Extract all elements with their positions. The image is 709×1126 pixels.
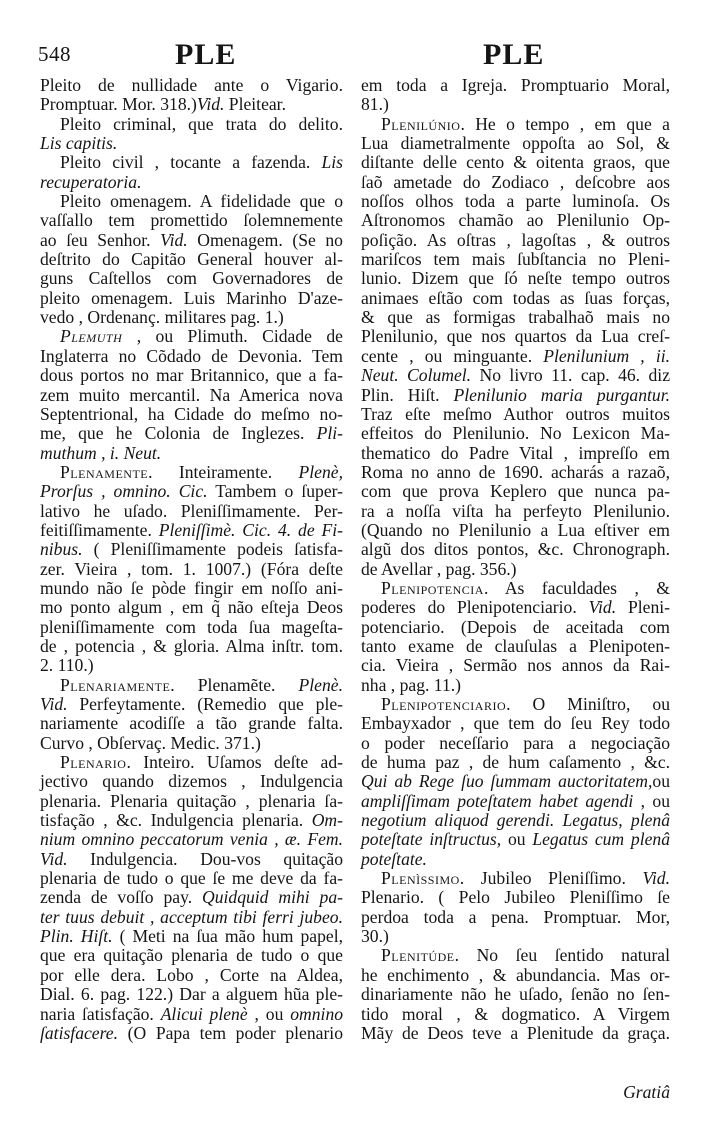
text-segment: de , potencia , & gloria. Alma inſtr. tom.: [40, 635, 343, 656]
latin-text: Quidquid mihi pa-: [202, 887, 343, 908]
text-line: [40, 231, 343, 250]
text-segment: ou: [652, 771, 670, 792]
text-line: [40, 792, 343, 811]
latin-text: Vid.: [40, 848, 68, 869]
latin-text: negotium aliquod gerendi. Legatus, plenâ: [361, 810, 670, 831]
text-segment: tanto exame de clauſulas a Plenipoten-: [361, 635, 670, 656]
latin-text: Vid.: [588, 597, 617, 618]
text-line: [361, 618, 670, 637]
text-segment: dinariamente não he uſado, ſenão no ſen-: [361, 984, 670, 1005]
text-line: [40, 76, 343, 95]
latin-text: Vid.: [160, 229, 188, 250]
running-head-right: PLE: [483, 38, 545, 71]
text-segment: tido moral , & dogmatico. A Virgem: [361, 1003, 670, 1024]
text-segment: perdoa toda a pena. Promptuar. Mor,: [361, 906, 670, 927]
text-line: [40, 250, 343, 269]
latin-text: Om-: [311, 810, 343, 831]
text-line: [361, 560, 670, 579]
text-line: [361, 347, 670, 366]
text-line: [361, 173, 670, 192]
text-segment: mo ponto algum , em q̃ não eſteja Deos: [40, 597, 343, 618]
text-segment: Aſtronomos chamão ao Plenilunio Op-: [361, 210, 670, 231]
text-segment: pleniſſimamente com toda ſua mageſta-: [40, 616, 343, 637]
text-segment: cente , ou minguante.: [361, 345, 544, 366]
text-line: [361, 850, 670, 869]
text-line: [40, 888, 343, 907]
text-segment: ſaõ ametade do Zodiaco , deſcobre aos: [361, 171, 670, 192]
text-line: [361, 1024, 670, 1043]
text-segment: potenciario. (Depois de aceitada com: [361, 616, 670, 637]
text-line: [40, 1024, 343, 1043]
text-line: [361, 95, 670, 114]
latin-text: muthum , i. Neut.: [40, 442, 162, 463]
text-line: [40, 502, 343, 521]
text-segment: nha , pag. 11.): [361, 674, 461, 695]
text-segment: nariamente acodiſſe a tão grande falta.: [40, 713, 343, 734]
text-segment: feitiſſimamente.: [40, 519, 159, 540]
text-line: [361, 540, 670, 559]
text-line: [361, 753, 670, 772]
text-segment: 81.): [361, 94, 389, 115]
text-segment: Mãy de Deos teve a Plenitude da graça.: [361, 1022, 670, 1043]
text-line: [361, 444, 670, 463]
text-line: [361, 424, 670, 443]
text-line: [40, 308, 343, 327]
latin-text: poteſtate.: [361, 848, 427, 869]
running-head-left: PLE: [175, 38, 237, 71]
text-line: [40, 211, 343, 230]
latin-text: omnino: [290, 1003, 344, 1024]
text-segment: zer. Vieira , tom. 1. 1007.) (Fóra deſte: [40, 558, 343, 579]
text-segment: o poder neceſſario para a negociação: [361, 732, 670, 753]
text-segment: tisfação , &c. Indulgencia plenaria.: [40, 810, 312, 831]
text-segment: thematico do Padre Vital , impreſſo em: [361, 442, 670, 463]
text-line: [40, 289, 343, 308]
text-segment: Septentrional, ha Cidade do meſmo no-: [40, 403, 343, 424]
text-line: [40, 966, 343, 985]
text-segment: Pleni-: [616, 597, 670, 618]
text-line: [40, 695, 343, 714]
text-segment: Roma no anno de 1690. acharás a razaõ,: [361, 461, 670, 482]
text-segment: Plenario. ( Pelo Jubileo Pleniſſimo ſe: [361, 887, 670, 908]
text-line: [40, 985, 343, 1004]
text-line: [40, 869, 343, 888]
latin-text: ter tuus debuit , acceptum tibi ferri jubeo.: [40, 906, 343, 927]
text-line: [361, 405, 670, 424]
text-segment: . As faculdades , &: [483, 577, 670, 598]
text-segment: Pleitear.: [224, 94, 286, 115]
latin-text: Vid.: [196, 94, 225, 115]
text-line: [361, 908, 670, 927]
text-segment: poderes do Plenipotenciario.: [361, 597, 589, 618]
text-line: [361, 231, 670, 250]
text-segment: Curvo , Obſervaç. Medic. 371.): [40, 732, 261, 753]
text-line: [40, 830, 343, 849]
text-line: [361, 676, 670, 695]
text-segment: que era quitação plenaria de tudo o que: [40, 945, 343, 966]
text-segment: ( Meti na ſua mão hum papel,: [112, 926, 344, 947]
text-line: [361, 134, 670, 153]
text-segment: poſição. As oſtras , lagoſtas , & outros: [361, 229, 670, 250]
text-line: [40, 560, 343, 579]
text-segment: plenaria. Plenaria quitação , plenaria ſa-: [40, 790, 343, 811]
text-line: [40, 444, 343, 463]
text-line: [361, 695, 670, 714]
text-segment: em toda a Igreja. Promptuario Moral,: [361, 75, 670, 95]
text-segment: por elle dera. Lobo , Corte na Aldea,: [40, 964, 343, 985]
text-line: [361, 598, 670, 617]
text-segment: ao ſeu Senhor.: [40, 229, 161, 250]
text-line: [361, 714, 670, 733]
latin-text: Prorſus , omnino. Cic.: [40, 481, 208, 502]
latin-text: Alicui plenè: [160, 1003, 248, 1024]
text-line: [40, 908, 343, 927]
page-number: 548: [38, 42, 71, 66]
latin-text: poteſtate inſtructus,: [361, 829, 502, 850]
text-line: [40, 95, 343, 114]
text-segment: lunio. Dizem que ſó neſte tempo outros: [361, 268, 670, 289]
text-segment: algũ dos ditos pontos, &c. Chronograph.: [361, 539, 670, 560]
text-segment: noſſos olhos toda a parte luminoſa. Os: [361, 191, 670, 212]
text-line: [361, 966, 670, 985]
text-line: [40, 192, 343, 211]
latin-text: Lis capitis.: [40, 133, 118, 154]
latin-text: Lis: [321, 152, 343, 173]
text-line: [361, 153, 670, 172]
text-line: [361, 76, 670, 95]
text-segment: zem muito mercantil. Na America nova: [40, 384, 343, 405]
text-line: [40, 386, 343, 405]
text-segment: de Avellar , pag. 356.): [361, 558, 517, 579]
text-segment: Inglaterra no Cõdado de Devonia. Tem: [40, 345, 343, 366]
latin-text: Neut. Columel.: [361, 365, 472, 386]
text-segment: me, que he Colonia de Inglezes.: [40, 423, 317, 444]
text-line: [40, 753, 343, 772]
text-segment: ou: [501, 829, 533, 850]
text-segment: . He o tempo , em que a: [460, 113, 670, 134]
text-line: [40, 927, 343, 946]
text-line: [361, 192, 670, 211]
text-line: [361, 656, 670, 675]
text-segment: Perfeytamente. (Remedio que ple-: [67, 694, 343, 714]
latin-text: Plenè.: [298, 674, 343, 695]
text-line: [361, 579, 670, 598]
text-segment: Omenagem. (Se no: [187, 229, 343, 250]
text-segment: 30.): [361, 926, 389, 947]
text-line: [361, 366, 670, 385]
latin-text: ampliſſimam poteſtatem habet agendi: [361, 790, 634, 811]
text-segment: mundo não ſe pòde fingir em noſſo ani-: [40, 577, 343, 598]
latin-text: nium omnino peccatorum venia , æ. Fem.: [40, 829, 343, 850]
text-line: [40, 618, 343, 637]
text-segment: No livro 11. cap. 46. diz: [471, 365, 670, 386]
text-segment: guns Caſtellos com Governadores de: [40, 268, 343, 289]
text-line: [40, 153, 343, 172]
text-segment: . Plenamẽte.: [170, 674, 299, 695]
text-line: [361, 308, 670, 327]
text-line: [361, 521, 670, 540]
headword: Plenìssimo: [381, 868, 460, 889]
latin-text: Pli-: [316, 423, 343, 444]
left-column: [40, 76, 343, 1043]
text-segment: Promptuar. Mor. 318.): [40, 94, 197, 115]
text-line: [40, 598, 343, 617]
text-line: [361, 772, 670, 791]
latin-text: Pleniſſimè. Cic. 4. de Fi-: [158, 519, 343, 540]
text-line: [361, 811, 670, 830]
text-line: [361, 946, 670, 965]
text-line: [40, 946, 343, 965]
text-segment: , ou: [247, 1003, 291, 1024]
text-segment: . O Miniſtro, ou: [506, 694, 670, 714]
text-line: [40, 656, 343, 675]
text-line: [40, 579, 343, 598]
text-segment: . Jubileo Pleniſſimo.: [459, 868, 643, 889]
text-segment: mariſcos tem mais ſubſtancia no Pleni-: [361, 249, 670, 270]
text-line: [40, 521, 343, 540]
text-segment: Pleito civil , tocante a fazenda.: [60, 152, 322, 173]
text-line: [40, 134, 343, 153]
text-line: [40, 347, 343, 366]
text-line: [40, 115, 343, 134]
latin-text: recuperatoria.: [40, 171, 142, 192]
text-line: [361, 830, 670, 849]
headword: Plenipotencia: [381, 577, 484, 598]
text-line: [40, 714, 343, 733]
text-segment: Lua diametralmente oppoſta ao Sol, &: [361, 133, 670, 154]
text-line: [40, 405, 343, 424]
headword: Plenilúnio: [381, 113, 461, 134]
text-segment: zenda de voſſo pay.: [40, 887, 203, 908]
text-line: [40, 269, 343, 288]
text-line: [361, 502, 670, 521]
text-segment: (O Papa tem poder plenario: [118, 1022, 343, 1043]
text-segment: & que as formigas trabalhaõ mais no: [361, 307, 670, 328]
text-line: [361, 115, 670, 134]
text-line: [40, 637, 343, 656]
latin-text: nibus.: [40, 539, 83, 560]
text-segment: , ou Plimuth. Cidade de: [122, 326, 343, 347]
text-segment: deſtrito do Capitão General houver al-: [40, 249, 343, 270]
text-line: [361, 289, 670, 308]
headword: Plenamente: [60, 461, 149, 482]
latin-text: Plin. Hiſt.: [40, 926, 113, 947]
text-segment: vaſſallo tem promettido ſolemnemente: [40, 210, 343, 231]
text-line: [40, 366, 343, 385]
text-line: [40, 173, 343, 192]
text-segment: diſtante delle cento & oitenta graos, que: [361, 152, 670, 173]
text-line: [40, 540, 343, 559]
text-segment: ( Pleniſſimamente podeis ſatisfa-: [82, 539, 343, 560]
text-line: [361, 792, 670, 811]
text-line: [40, 327, 343, 346]
text-line: [40, 424, 343, 443]
text-line: [361, 211, 670, 230]
text-line: [361, 482, 670, 501]
headword: Plenipotenciario: [381, 694, 507, 714]
text-segment: naria ſatisfação.: [40, 1003, 161, 1024]
text-segment: Pleito de nullidade ante o Vigario.: [40, 75, 343, 95]
text-line: [361, 985, 670, 1004]
text-line: [361, 386, 670, 405]
text-segment: (Quando no Plenilunio a Lua eſtiver em: [361, 519, 670, 540]
text-segment: . Inteiro. Uſamos deſte ad-: [126, 752, 343, 773]
text-segment: Tambem o ſuper-: [207, 481, 343, 502]
headword: Plenario: [60, 752, 127, 773]
text-line: [361, 888, 670, 907]
text-segment: Plenilunio, que nos quartos da Lua creſ-: [361, 326, 670, 347]
text-segment: animaes eſtão com todas as ſuas forças,: [361, 287, 670, 308]
text-segment: Traz eſte meſmo Author outros muitos: [361, 403, 670, 424]
text-line: [40, 676, 343, 695]
text-segment: pleito omenagem. Luis Marinho D'aze-: [40, 287, 343, 308]
text-segment: , ou: [633, 790, 670, 811]
text-line: [361, 1005, 670, 1024]
text-segment: de huma paz , de hum caſamento , &c.: [361, 752, 670, 773]
latin-text: Plenè,: [298, 461, 343, 482]
text-segment: Pleito criminal, que trata do delito.: [60, 113, 343, 134]
text-line: [361, 463, 670, 482]
text-line: [40, 482, 343, 501]
headword: Plemuth: [60, 326, 123, 347]
latin-text: Vid.: [642, 868, 670, 889]
latin-text: Plenilunium , ii.: [543, 345, 670, 366]
text-line: [40, 734, 343, 753]
text-segment: Embayxador , que tem do ſeu Rey todo: [361, 713, 670, 734]
text-line: [361, 637, 670, 656]
text-segment: Indulgencia. Dou-vos quitação: [67, 848, 343, 869]
text-segment: effeitos do Plenilunio. No Lexicon Ma-: [361, 423, 670, 444]
latin-text: ſatisfacere.: [40, 1022, 119, 1043]
text-segment: jectivo quando dizemos , Indulgencia: [40, 771, 343, 792]
latin-text: Vid.: [40, 694, 68, 714]
headword: Plenariamente: [60, 674, 171, 695]
text-line: [361, 327, 670, 346]
text-segment: ra a noſſa viſta ha perfeyto Plenilunio.: [361, 500, 670, 521]
text-segment: Plin. Hiſt.: [361, 384, 454, 405]
right-column: [361, 76, 670, 1043]
text-segment: com que prova Keplero que nunca pa-: [361, 481, 670, 502]
text-line: [40, 772, 343, 791]
text-segment: plenaria de tudo o que ſe me deve da fa-: [40, 868, 343, 889]
text-line: [40, 1005, 343, 1024]
text-segment: dous portos no mar Britannico, que a fa-: [40, 365, 343, 386]
text-segment: Dial. 6. pag. 122.) Dar a alguem hũa ple-: [40, 984, 343, 1005]
text-line: [40, 463, 343, 482]
text-segment: 2. 110.): [40, 655, 94, 676]
catchword: Gratiâ: [623, 1082, 670, 1102]
text-line: [361, 927, 670, 946]
text-line: [361, 250, 670, 269]
text-segment: . No ſeu ſentido natural: [454, 945, 670, 966]
text-line: [40, 811, 343, 830]
text-segment: . Inteiramente.: [148, 461, 299, 482]
text-segment: vedo , Ordenanç. militares pag. 1.): [40, 307, 284, 328]
latin-text: Qui ab Rege ſuo ſummam auctoritatem,: [361, 771, 653, 792]
text-line: [361, 269, 670, 288]
latin-text: Plenilunio maria purgantur.: [453, 384, 670, 405]
text-segment: he enchimento , & abundancia. Mas or-: [361, 964, 670, 985]
text-line: [40, 850, 343, 869]
text-line: [361, 734, 670, 753]
text-segment: Pleito omenagem. A fidelidade que o: [60, 191, 343, 212]
text-segment: cia. Vieira , Sermão nos annos da Rai-: [361, 655, 670, 676]
headword: Plenitúde: [381, 945, 455, 966]
text-segment: lativo he uſado. Pleniſſimamente. Per-: [40, 500, 343, 521]
text-line: [361, 869, 670, 888]
latin-text: Legatus cum plenâ: [532, 829, 670, 850]
